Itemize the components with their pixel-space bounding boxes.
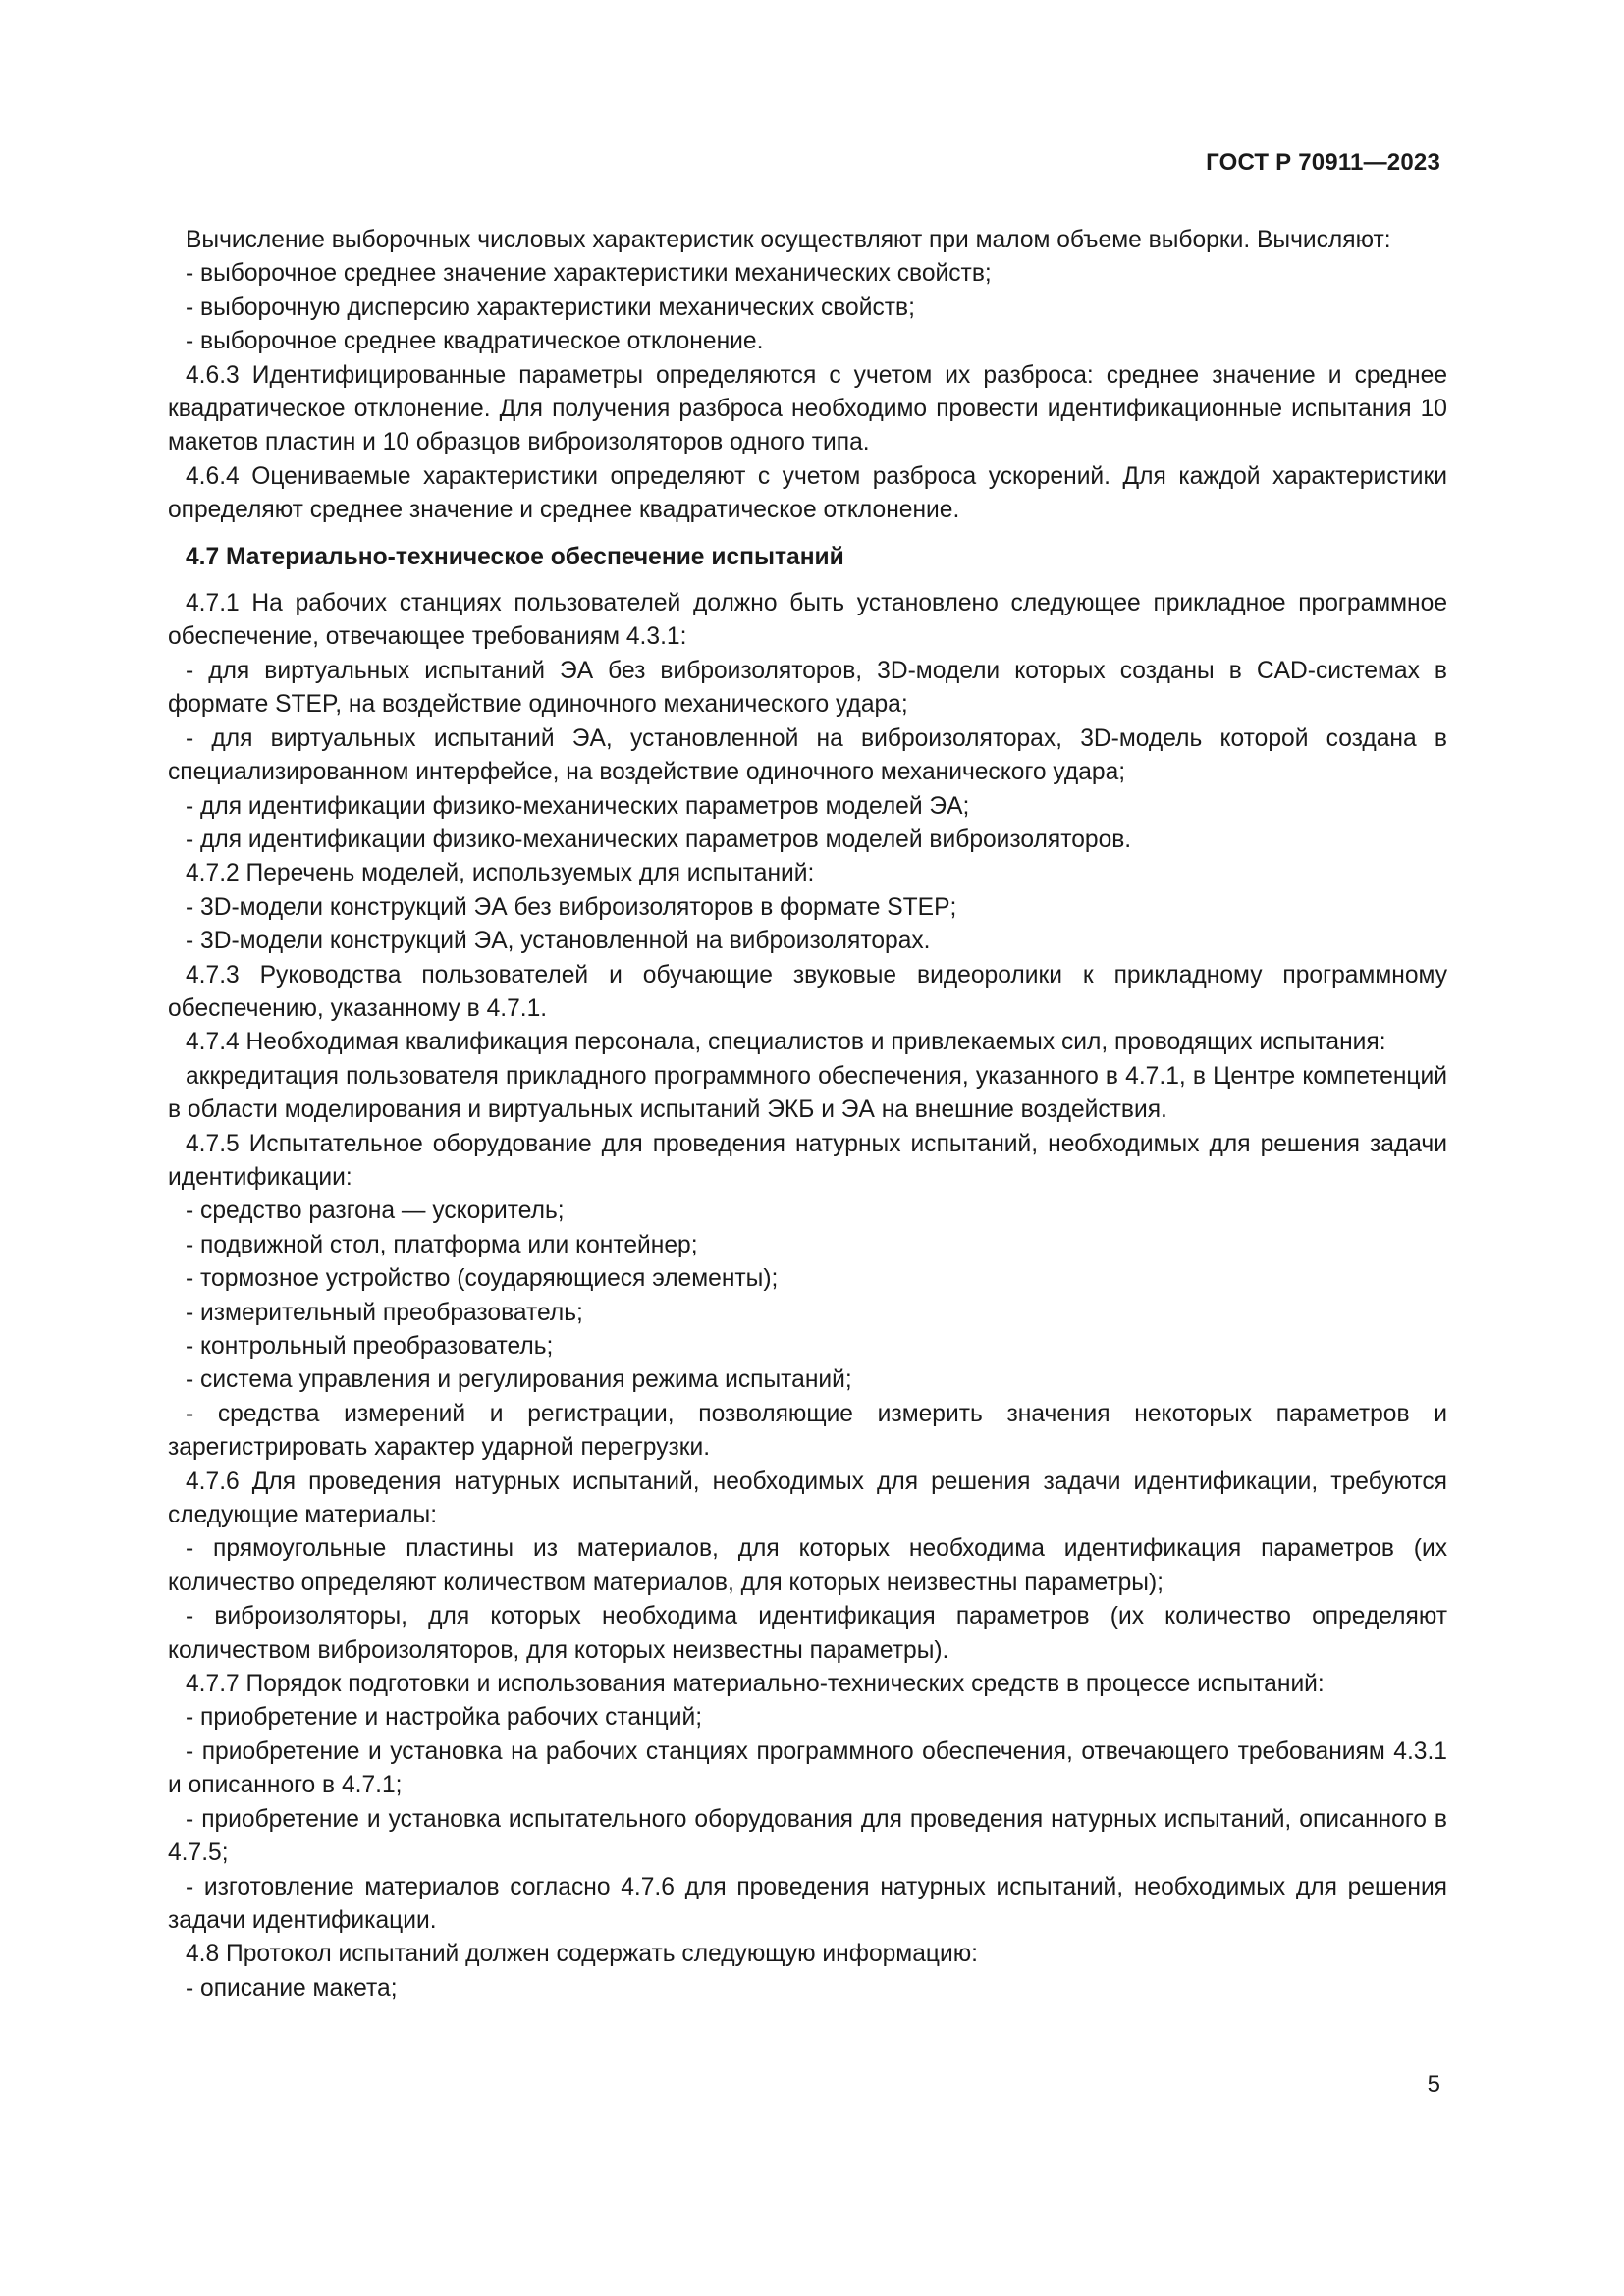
list-item: - приобретение и установка на рабочих станциях программного обеспечения, отвечающего требованиям 4.3.1 и описанного в 4.7.1; bbox=[168, 1737, 1447, 1799]
list-item: - тормозное устройство (соударяющиеся элементы); bbox=[186, 1265, 779, 1293]
paragraph: 4.7.3 Руководства пользователей и обучающие звуковые видеоролики к прикладному программному обеспечению, указанному в 4.7.1. bbox=[168, 961, 1447, 1022]
list-item: - для идентификации физико-механических параметров моделей ЭА; bbox=[186, 792, 970, 820]
paragraph: 4.7.2 Перечень моделей, используемых для испытаний: bbox=[186, 860, 815, 887]
list-item: - выборочное среднее значение характеристики механических свойств; bbox=[186, 260, 992, 288]
list-item: - для идентификации физико-механических параметров моделей виброизоляторов. bbox=[186, 826, 1132, 853]
section-heading: 4.7 Материально-техническое обеспечение испытаний bbox=[186, 543, 844, 570]
list-item: - приобретение и настройка рабочих станций; bbox=[186, 1704, 703, 1732]
paragraph: 4.7.4 Необходимая квалификация персонала, специалистов и привлекаемых сил, проводящих испытания: bbox=[186, 1029, 1386, 1056]
list-item: - для виртуальных испытаний ЭА, установленной на виброизоляторах, 3D-модель которой создана в специализированном интерфейсе, на воздействие одиночного механического удара; bbox=[168, 724, 1447, 786]
list-item: - для виртуальных испытаний ЭА без виброизоляторов, 3D-модели которых созданы в CAD-системах в формате STEP, на воздействие одиночного механического удара; bbox=[168, 657, 1447, 719]
paragraph: 4.8 Протокол испытаний должен содержать следующую информацию: bbox=[186, 1941, 978, 1968]
list-item: - выборочную дисперсию характеристики механических свойств; bbox=[186, 294, 915, 321]
list-item: - контрольный преобразователь; bbox=[186, 1333, 554, 1360]
list-item: - средства измерений и регистрации, позволяющие измерить значения некоторых параметров и зарегистрировать характер ударной перегрузки. bbox=[168, 1400, 1447, 1462]
paragraph: 4.7.7 Порядок подготовки и использования материально-технических средств в процессе испытаний: bbox=[186, 1671, 1325, 1698]
paragraph: аккредитация пользователя прикладного программного обеспечения, указанного в 4.7.1, в Центре компетенций в области моделирования и виртуальных испытаний ЭКБ и ЭА на внешние воздействия. bbox=[168, 1062, 1447, 1124]
list-item: - измерительный преобразователь; bbox=[186, 1299, 583, 1326]
list-item: - описание макета; bbox=[186, 1974, 398, 2002]
list-item: - изготовление материалов согласно 4.7.6 для проведения натурных испытаний, необходимых для решения задачи идентификации. bbox=[168, 1873, 1447, 1934]
paragraph: Вычисление выборочных числовых характеристик осуществляют при малом объеме выборки. Вычисляют: bbox=[186, 227, 1391, 253]
list-item: - 3D-модели конструкций ЭА, установленной на виброизоляторах. bbox=[186, 928, 931, 955]
list-item: - приобретение и установка испытательного оборудования для проведения натурных испытаний, описанного в 4.7.5; bbox=[168, 1805, 1447, 1867]
paragraph: 4.6.3 Идентифицированные параметры определяются с учетом их разброса: среднее значение и среднее квадратическое отклонение. Для получения разброса необходимо провести идентификационные испытания 10 макетов пластин и 10 образцов виброизоляторов одного типа. bbox=[168, 361, 1447, 456]
paragraph: 4.7.5 Испытательное оборудование для проведения натурных испытаний, необходимых для решения задачи идентификации: bbox=[168, 1130, 1447, 1191]
list-item: - система управления и регулирования режима испытаний; bbox=[186, 1366, 852, 1394]
page-body bbox=[168, 224, 1447, 2005]
list-item: - выборочное среднее квадратическое отклонение. bbox=[186, 328, 764, 355]
list-item: - прямоугольные пластины из материалов, для которых необходима идентификация параметров (их количество определяют количеством материалов, для которых неизвестны параметры); bbox=[168, 1535, 1447, 1596]
list-item: - средство разгона — ускоритель; bbox=[186, 1198, 565, 1225]
paragraph: 4.6.4 Оцениваемые характеристики определяют с учетом разброса ускорений. Для каждой характеристики определяют среднее значение и среднее квадратическое отклонение. bbox=[168, 462, 1447, 524]
document-header-gost: ГОСТ Р 70911—2023 bbox=[1206, 149, 1440, 176]
list-item: - подвижной стол, платформа или контейнер; bbox=[186, 1231, 698, 1258]
list-item: - виброизоляторы, для которых необходима идентификация параметров (их количество определяют количеством виброизоляторов, для которых неизвестны параметры). bbox=[168, 1603, 1447, 1664]
paragraph: 4.7.6 Для проведения натурных испытаний, необходимых для решения задачи идентификации, требуются следующие материалы: bbox=[168, 1468, 1447, 1529]
paragraph: 4.7.1 На рабочих станциях пользователей должно быть установлено следующее прикладное программное обеспечение, отвечающее требованиям 4.3.1: bbox=[168, 590, 1447, 651]
page-number: 5 bbox=[1427, 2071, 1440, 2098]
list-item: - 3D-модели конструкций ЭА без виброизоляторов в формате STEP; bbox=[186, 893, 957, 921]
